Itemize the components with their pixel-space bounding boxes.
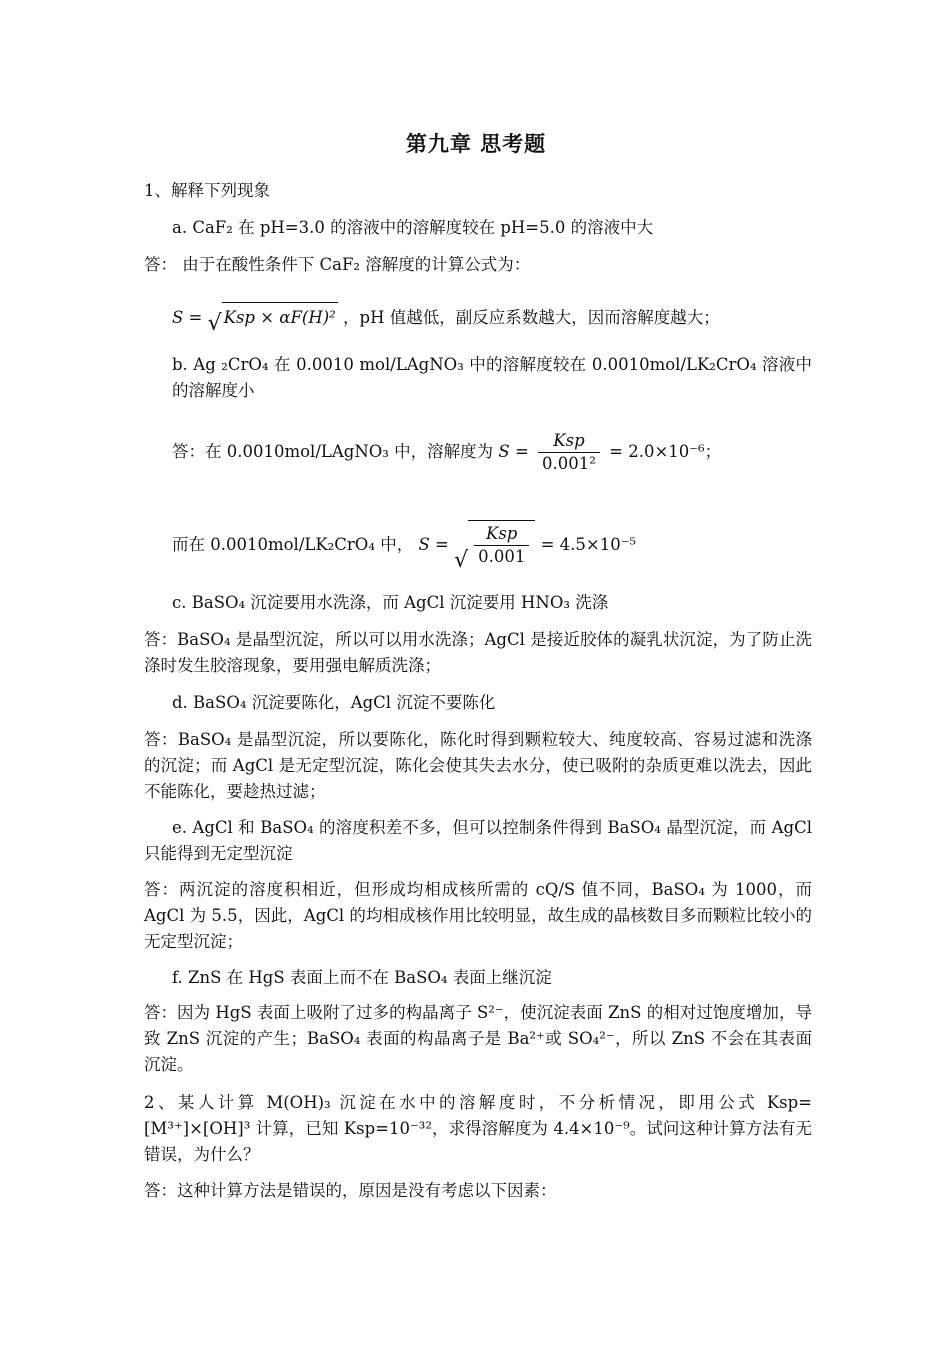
fraction-1b-2-denominator: 0.001 <box>478 547 526 566</box>
answer-1a-intro: 答： 由于在酸性条件下 CaF₂ 溶解度的计算公式为： <box>144 255 531 274</box>
fraction-1b-1-denominator: 0.001² <box>542 454 596 473</box>
question-1f: f. ZnS 在 HgS 表面上而不在 BaSO₄ 表面上继沉淀 <box>172 968 552 987</box>
formula-1b-1-result: = 2.0×10⁻⁶； <box>609 442 722 461</box>
formula-1a-tail: ，pH 值越低，副反应系数越大，因而溶解度越大； <box>343 308 720 327</box>
fraction-1b-1 <box>538 430 600 475</box>
formula-1a <box>172 302 720 336</box>
question-1-heading: 1、解释下列现象 <box>144 181 270 200</box>
question-1d: d. BaSO₄ 沉淀要陈化，AgCl 沉淀不要陈化 <box>172 693 496 712</box>
fraction-1b-2-numerator: Ksp <box>474 523 529 546</box>
sqrt-1b-2: √ $\frac{\text{Ksp}}{0.001}$ <box>454 520 535 568</box>
formula-1b-2-result: = 4.5×10⁻⁵ <box>540 535 637 554</box>
formula-1b-2 <box>172 520 637 573</box>
answer-1e: 答：两沉淀的溶度积相近，但形成均相成核所需的 cQ/S 值不同，BaSO₄ 为 1000，而 AgCl 为 5.5，因此，AgCl 的均相成核作用比较明显，故生成的晶核数目多而颗粒比较小的无定型沉淀； <box>144 880 812 951</box>
answer-1f: 答：因为 HgS 表面上吸附了过多的构晶离子 S²⁻，使沉淀表面 ZnS 的相对过饱度增加，导致 ZnS 沉淀的产生；BaSO₄ 表面的构晶离子是 Ba²⁺或 SO₄²⁻，所以 ZnS 不会在其表面沉淀。 <box>144 1003 812 1074</box>
question-2: 2、某人计算 M(OH)₃ 沉淀在水中的溶解度时，不分析情况，即用公式 Ksp=[M³⁺]×[OH]³ 计算，已知 Ksp=10⁻³²，求得溶解度为 4.4×10⁻⁹。试问这种计算方法有无错误，为什么？ <box>144 1093 812 1164</box>
formula-1a-inner: Ksp × αF(H)² <box>222 302 338 331</box>
sqrt-1a: √ Ksp × αF(H)² <box>208 302 338 331</box>
question-1a: a. CaF₂ 在 pH=3.0 的溶液中的溶解度较在 pH=5.0 的溶液中大 <box>172 218 654 237</box>
answer-1c: 答：BaSO₄ 是晶型沉淀，所以可以用水洗涤；AgCl 是接近胶体的凝乳状沉淀，为了防止洗涤时发生胶溶现象，要用强电解质洗涤； <box>144 630 812 675</box>
formula-1b-1 <box>172 430 721 475</box>
fraction-1b-1-numerator: Ksp <box>538 430 600 453</box>
answer-2: 答：这种计算方法是错误的，原因是没有考虑以下因素： <box>144 1181 557 1200</box>
answer-1d: 答：BaSO₄ 是晶型沉淀，所以要陈化，陈化时得到颗粒较大、纯度较高、容易过滤和洗涤的沉淀；而 AgCl 是无定型沉淀，陈化会使其失去水分，使已吸附的杂质更难以洗去，因此不能陈化，要趁热过滤； <box>144 730 812 801</box>
question-1c: c. BaSO₄ 沉淀要用水洗涤，而 AgCl 沉淀要用 HNO₃ 洗涤 <box>172 593 609 612</box>
formula-1b-2-s: S = <box>418 535 449 554</box>
question-1b: b. Ag ₂CrO₄ 在 0.0010 mol/LAgNO₃ 中的溶解度较在 0.0010mol/LK₂CrO₄ 溶液中的溶解度小 <box>172 355 812 400</box>
answer-1b-prefix: 答：在 0.0010mol/LAgNO₃ 中，溶解度为 <box>172 442 494 461</box>
formula-1a-s: S = <box>172 308 203 327</box>
page-title: 第九章 思考题 <box>405 131 547 156</box>
answer-1b-2-prefix: 而在 0.0010mol/LK₂CrO₄ 中， <box>172 535 414 554</box>
question-1e: e. AgCl 和 BaSO₄ 的溶度积差不多，但可以控制条件得到 BaSO₄ 晶型沉淀，而 AgCl 只能得到无定型沉淀 <box>144 818 812 863</box>
fraction-1b-2 <box>474 523 529 568</box>
formula-1b-1-s: S = <box>498 442 529 461</box>
